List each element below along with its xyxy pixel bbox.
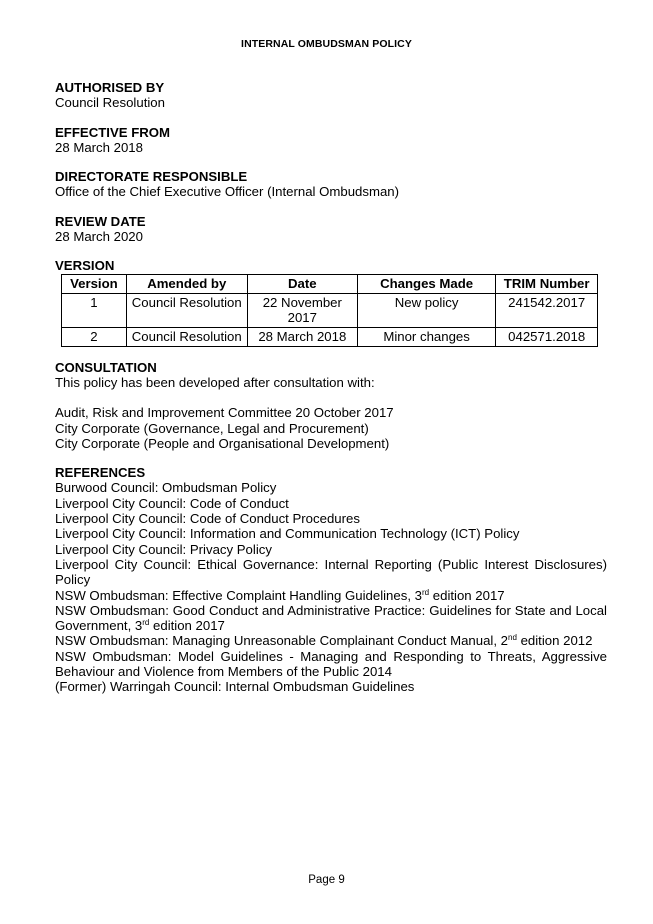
version-table: [61, 274, 598, 347]
ordinal-suffix: rd: [421, 587, 430, 597]
table-cell-date: 28 March 2018: [247, 327, 357, 346]
reference-item: Burwood Council: Ombudsman Policy: [55, 480, 277, 496]
review-date-section: [55, 214, 607, 245]
ordinal-suffix: rd: [142, 618, 150, 628]
table-cell-trim-number: 042571.2018: [496, 327, 598, 346]
table-cell-amended-by: Council Resolution: [126, 293, 247, 327]
reference-item: Liverpool City Council: Code of Conduct Procedures: [55, 511, 360, 527]
consultation-heading: CONSULTATION: [55, 359, 157, 375]
reference-item: [55, 588, 607, 603]
document-header-title: INTERNAL OMBUDSMAN POLICY: [241, 38, 412, 50]
table-cell-trim-number: 241542.2017: [496, 293, 598, 327]
consultation-item: City Corporate (People and Organisational Development): [55, 435, 390, 451]
version-table-header-row: [62, 274, 598, 293]
column-header-trim-number: TRIM Number: [496, 274, 598, 293]
table-row: [62, 327, 598, 346]
column-header-changes-made: Changes Made: [357, 274, 495, 293]
references-section: [55, 465, 607, 694]
reference-text: edition 2017: [429, 587, 505, 603]
reference-text: NSW Ombudsman: Good Conduct and Administrative Practice: Guidelines for State and Local Government, 3: [55, 602, 607, 634]
version-section: [55, 258, 607, 346]
ordinal-suffix: nd: [508, 633, 517, 643]
reference-text: edition 2012: [516, 633, 593, 649]
table-cell-amended-by: Council Resolution: [126, 327, 247, 346]
column-header-version: Version: [62, 274, 127, 293]
table-row: [62, 293, 598, 327]
reference-text: NSW Ombudsman: Effective Complaint Handling Guidelines, 3: [55, 587, 422, 603]
directorate-heading: DIRECTORATE RESPONSIBLE: [55, 169, 248, 185]
table-cell-changes-made: New policy: [357, 293, 495, 327]
reference-item: Liverpool City Council: Information and Communication Technology (ICT) Policy: [55, 526, 520, 542]
authorised-by-value: Council Resolution: [55, 95, 165, 111]
reference-item: [55, 603, 607, 634]
table-cell-version: 2: [62, 327, 127, 346]
table-cell-date: 22 November 2017: [247, 293, 357, 327]
document-body: [55, 80, 607, 709]
reference-item: (Former) Warringah Council: Internal Ombudsman Guidelines: [55, 679, 415, 695]
authorised-by-section: [55, 80, 607, 111]
reference-item: Liverpool City Council: Code of Conduct: [55, 495, 289, 511]
reference-item: Liverpool City Council: Privacy Policy: [55, 541, 272, 557]
table-cell-changes-made: Minor changes: [357, 327, 495, 346]
version-heading: VERSION: [55, 258, 115, 274]
directorate-section: [55, 169, 607, 200]
review-date-heading: REVIEW DATE: [55, 213, 146, 229]
consultation-section: [55, 360, 607, 451]
reference-item: Liverpool City Council: Ethical Governance: Internal Reporting (Public Interest Disclosures) Policy: [55, 556, 607, 588]
reference-item: [55, 633, 607, 648]
reference-text: NSW Ombudsman: Managing Unreasonable Complainant Conduct Manual, 2: [55, 633, 509, 649]
references-heading: REFERENCES: [55, 465, 146, 481]
directorate-value: Office of the Chief Executive Officer (Internal Ombudsman): [55, 184, 400, 200]
effective-from-section: [55, 125, 607, 156]
consultation-item: Audit, Risk and Improvement Committee 20 October 2017: [55, 405, 394, 421]
authorised-by-heading: AUTHORISED BY: [55, 80, 165, 95]
reference-item: NSW Ombudsman: Model Guidelines - Managing and Responding to Threats, Aggressive Behaviour and Violence from Members of the Public 2014: [55, 648, 607, 680]
page-number: Page 9: [308, 874, 345, 886]
reference-text: edition 2017: [149, 618, 225, 634]
consultation-item: City Corporate (Governance, Legal and Procurement): [55, 420, 369, 436]
review-date-value: 28 March 2020: [55, 229, 143, 245]
column-header-amended-by: Amended by: [126, 274, 247, 293]
consultation-intro: This policy has been developed after consultation with:: [55, 374, 375, 390]
column-header-date: Date: [247, 274, 357, 293]
table-cell-version: 1: [62, 293, 127, 327]
effective-from-value: 28 March 2018: [55, 139, 143, 155]
effective-from-heading: EFFECTIVE FROM: [55, 124, 171, 140]
